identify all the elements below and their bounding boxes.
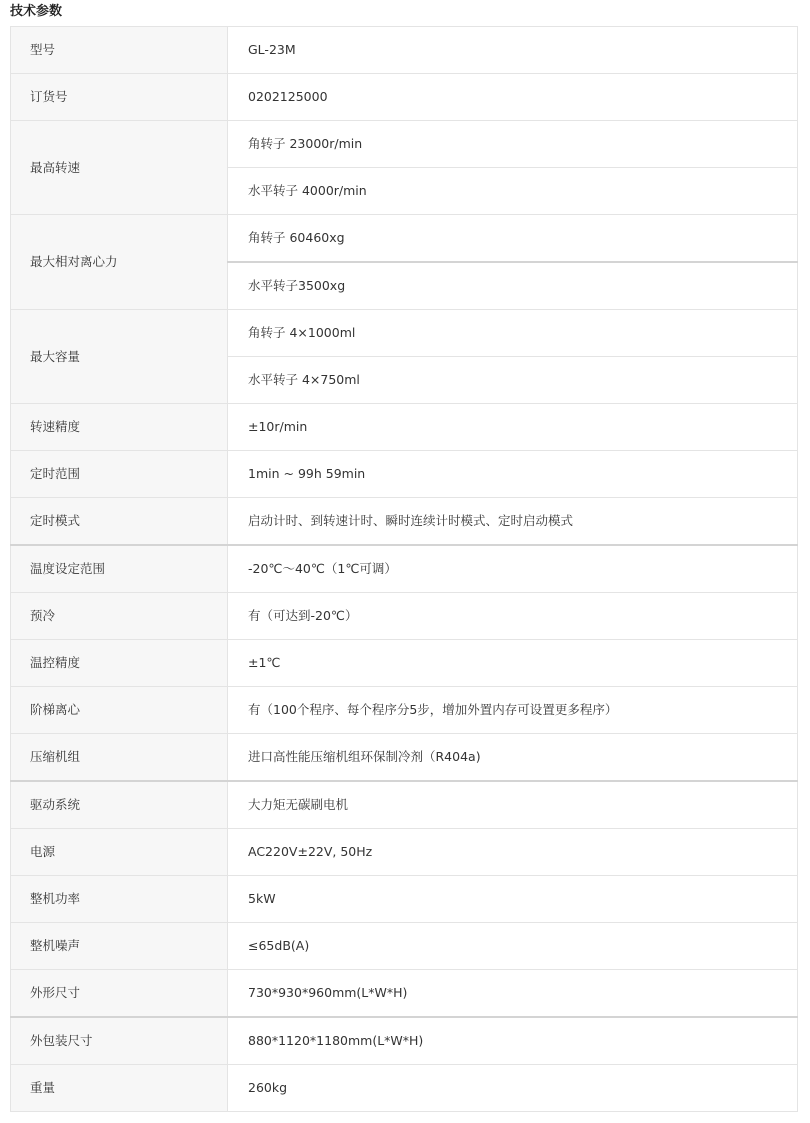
row-label: 外形尺寸	[11, 970, 228, 1018]
table-row	[11, 215, 798, 263]
table-row	[11, 829, 798, 876]
table-row	[11, 640, 798, 687]
row-value: -20℃～40℃（1℃可调）	[228, 545, 798, 593]
table-row	[11, 404, 798, 451]
table-row	[11, 1017, 798, 1065]
row-value: 水平转子 4000r/min	[228, 168, 798, 215]
row-label: 订货号	[11, 74, 228, 121]
row-label: 最大相对离心力	[11, 215, 228, 310]
row-value: 启动计时、到转速计时、瞬时连续计时模式、定时启动模式	[228, 498, 798, 546]
row-value: 880*1120*1180mm(L*W*H)	[228, 1017, 798, 1065]
row-value: 角转子 60460xg	[228, 215, 798, 263]
section-title: 技术参数	[10, 4, 63, 19]
table-row	[11, 1065, 798, 1112]
table-row	[11, 451, 798, 498]
row-label: 驱动系统	[11, 781, 228, 829]
row-value: 大力矩无碳刷电机	[228, 781, 798, 829]
row-label: 阶梯离心	[11, 687, 228, 734]
row-value: 1min ~ 99h 59min	[228, 451, 798, 498]
row-label: 定时范围	[11, 451, 228, 498]
row-label: 温控精度	[11, 640, 228, 687]
row-value: 角转子 23000r/min	[228, 121, 798, 168]
row-label: 整机功率	[11, 876, 228, 923]
row-value: 0202125000	[228, 74, 798, 121]
table-row	[11, 27, 798, 74]
row-label: 温度设定范围	[11, 545, 228, 593]
spec-table	[10, 26, 798, 1112]
row-value: 水平转子 4×750ml	[228, 357, 798, 404]
row-label: 转速精度	[11, 404, 228, 451]
row-value: ≤65dB(A)	[228, 923, 798, 970]
table-row	[11, 876, 798, 923]
row-value: 有（可达到-20℃）	[228, 593, 798, 640]
row-label: 最高转速	[11, 121, 228, 215]
row-label: 定时模式	[11, 498, 228, 546]
row-label: 压缩机组	[11, 734, 228, 782]
row-value: ±1℃	[228, 640, 798, 687]
row-value: 730*930*960mm(L*W*H)	[228, 970, 798, 1018]
table-row	[11, 74, 798, 121]
table-row	[11, 970, 798, 1018]
row-label: 重量	[11, 1065, 228, 1112]
row-value: ±10r/min	[228, 404, 798, 451]
row-label: 预冷	[11, 593, 228, 640]
row-value: GL-23M	[228, 27, 798, 74]
row-label: 型号	[11, 27, 228, 74]
row-label: 外包装尺寸	[11, 1017, 228, 1065]
row-label: 整机噪声	[11, 923, 228, 970]
table-row	[11, 498, 798, 546]
row-value: 有（100个程序、每个程序分5步，增加外置内存可设置更多程序）	[228, 687, 798, 734]
table-row	[11, 310, 798, 357]
table-row	[11, 121, 798, 168]
table-row	[11, 545, 798, 593]
row-label: 电源	[11, 829, 228, 876]
row-value: 水平转子3500xg	[228, 262, 798, 310]
row-value: 角转子 4×1000ml	[228, 310, 798, 357]
table-row	[11, 781, 798, 829]
table-row	[11, 593, 798, 640]
row-value: 5kW	[228, 876, 798, 923]
table-row	[11, 923, 798, 970]
row-value: AC220V±22V, 50Hz	[228, 829, 798, 876]
row-label: 最大容量	[11, 310, 228, 404]
row-value: 进口高性能压缩机组环保制冷剂（R404a)	[228, 734, 798, 782]
table-row	[11, 734, 798, 782]
table-row	[11, 687, 798, 734]
row-value: 260kg	[228, 1065, 798, 1112]
